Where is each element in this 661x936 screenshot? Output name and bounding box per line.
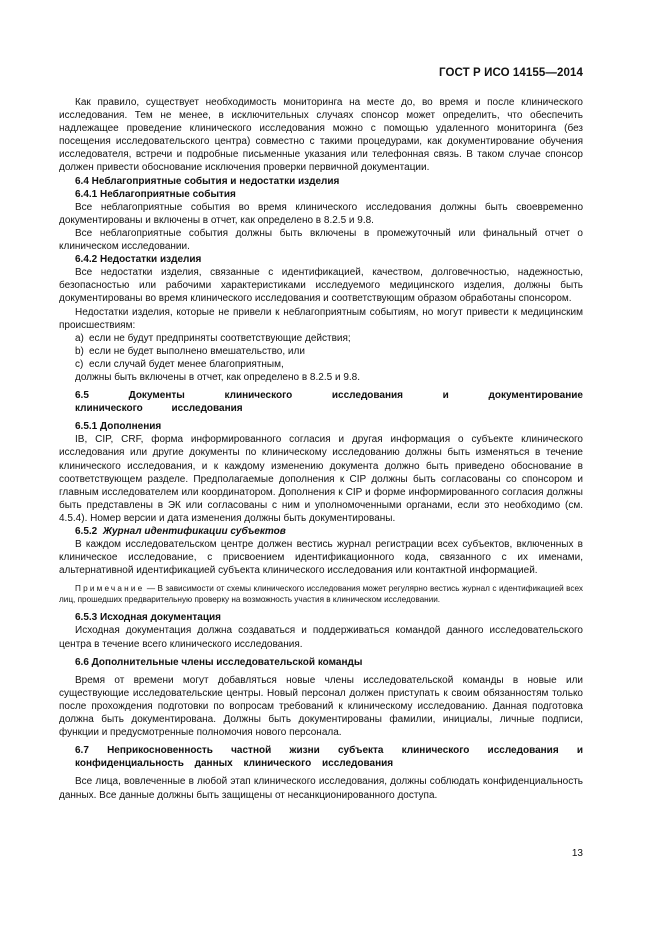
paragraph-source-documents: Исходная документация должна создаваться и поддерживаться командой данного исследовательского центра в течение всего клинического исследования. [59,625,583,650]
heading-6-7-text: 6.7 Неприкосновенность частной жизни субъекта клинического исследования и конфиденциальность данных клинического исследования [75,745,583,770]
paragraph-amendments: IB, CIP, CRF, форма информированного согласия и другая информация о субъекте клинического исследования или другие документы по клиническому исследованию должны быть изменяться в течение клинического исследования, и к каждому изменению документа должно быть приведено обоснование в соответствующем разделе. Предполагаемые дополнения к CIP должны быть согласованы со спонсором и главным исследователем или координатором. Дополнения к CIP и форме информированного согласия должны быть представлены в ЭК или согласованы с ним и уполномоченными органами, если это необходимо (см. 4.5.4). Номер версии и дата изменения должны быть документированы. [59,434,583,524]
list-marker: b) [75,345,84,357]
page-number: 13 [571,848,583,859]
list-marker: a) [75,332,84,344]
list-item [59,332,583,345]
heading-6-5-1: 6.5.1 Дополнения [75,421,162,433]
heading-6-5-2-number: 6.5.2 [75,526,98,537]
heading-6-7 [59,744,583,770]
note-label: Примечание [75,584,145,594]
paragraph-subject-log: В каждом исследовательском центре должен вестись журнал регистрации всех субъектов, включенных в клиническое исследование, с присвоением идентификационного кода, связанного с их именами, альтернативной идентификацией субъекта клинического исследования или контактной информацией. [59,539,583,577]
heading-6-4-2: 6.4.2 Недостатки изделия [75,254,202,266]
paragraph-confidentiality: Все лица, вовлеченные в любой этап клинического исследования, должны соблюдать конфиденциальность данных. Все данные должны быть защищены от несанкционированного доступа. [59,776,583,801]
note [59,583,583,605]
paragraph-adverse-events-1: Все неблагоприятные события во время клинического исследования должны быть своевременно документированы и включены в отчет, как определено в 8.2.5 и 9.8. [59,201,583,226]
paragraph-device-deficiencies-1: Все недостатки изделия, связанные с идентификацией, качеством, долговечностью, надежностью, безопасностью или рабочими характеристиками исследуемого медицинского изделия, должны быть документированы во время клинического исследования и соответствующим образом обработаны спонсором. [59,267,583,305]
note-text: — В зависимости от схемы клинического исследования может регулярно вестись журнал с идентификацией всех лиц, прошедших предварительную проверку на возможность участия в клиническом исследовании. [59,584,583,605]
deficiency-conditions-list [59,332,583,371]
heading-6-5-2-title: Журнал идентификации субъектов [102,526,286,537]
heading-6-4-1: 6.4.1 Неблагоприятные события [75,188,236,200]
list-marker: c) [75,358,84,370]
paragraph-device-deficiencies-2: Недостатки изделия, которые не привели к неблагоприятным событиям, но могут привести к медицинским происшествиям: [59,306,583,331]
heading-6-5-3: 6.5.3 Исходная документация [75,612,221,624]
paragraph-adverse-events-2: Все неблагоприятные события должны быть включены в промежуточный или финальный отчет о клиническом исследовании. [59,227,583,253]
list-item-text: если не будут предприняты соответствующие действия; [89,332,351,344]
list-item [59,345,583,358]
heading-6-5-2 [59,525,583,538]
list-item-text: если не будет выполнено вмешательство, или [89,345,305,357]
heading-6-5 [59,389,583,415]
list-item [59,358,583,371]
document-body [59,96,583,802]
document-code: ГОСТ Р ИСО 14155—2014 [438,67,583,79]
paragraph-device-deficiencies-3: должны быть включены в отчет, как определено в 8.2.5 и 9.8. [75,371,360,383]
heading-6-4: 6.4 Неблагоприятные события и недостатки изделия [75,175,340,187]
paragraph-team-members: Время от времени могут добавляться новые члены исследовательской команды в новые или существующие исследовательские центры. Новый персонал должен приступать к своим обязанностям только после прохождения подготовки по вопросам требований к клиническому исследованию. Данная подготовка должна быть документирована. Должны быть документированы фамилии, инициалы, личные подписи, функции и предусмотренные полномочия нового персонала. [59,674,583,739]
heading-6-5-text: 6.5 Документы клинического исследования и документирование клинического исследования [75,390,583,415]
heading-6-6: 6.6 Дополнительные члены исследовательской команды [75,656,363,668]
paragraph-monitoring: Как правило, существует необходимость мониторинга на месте до, во время и после клинического исследования. Тем не менее, в исключительных случаях спонсор может определить, что обеспечить надлежащее проведение клинического исследования можно с помощью удаленного мониторинга (без посещения исследовательского центра) совместно с такими процедурами, как документирование обучения исследователя, встречи и подробные письменные указания или телефонная связь. В таком случае спонсор должен привести обоснование исключения проверки первичной документации. [59,97,583,174]
list-item-text: если случай будет менее благоприятным, [89,358,284,370]
